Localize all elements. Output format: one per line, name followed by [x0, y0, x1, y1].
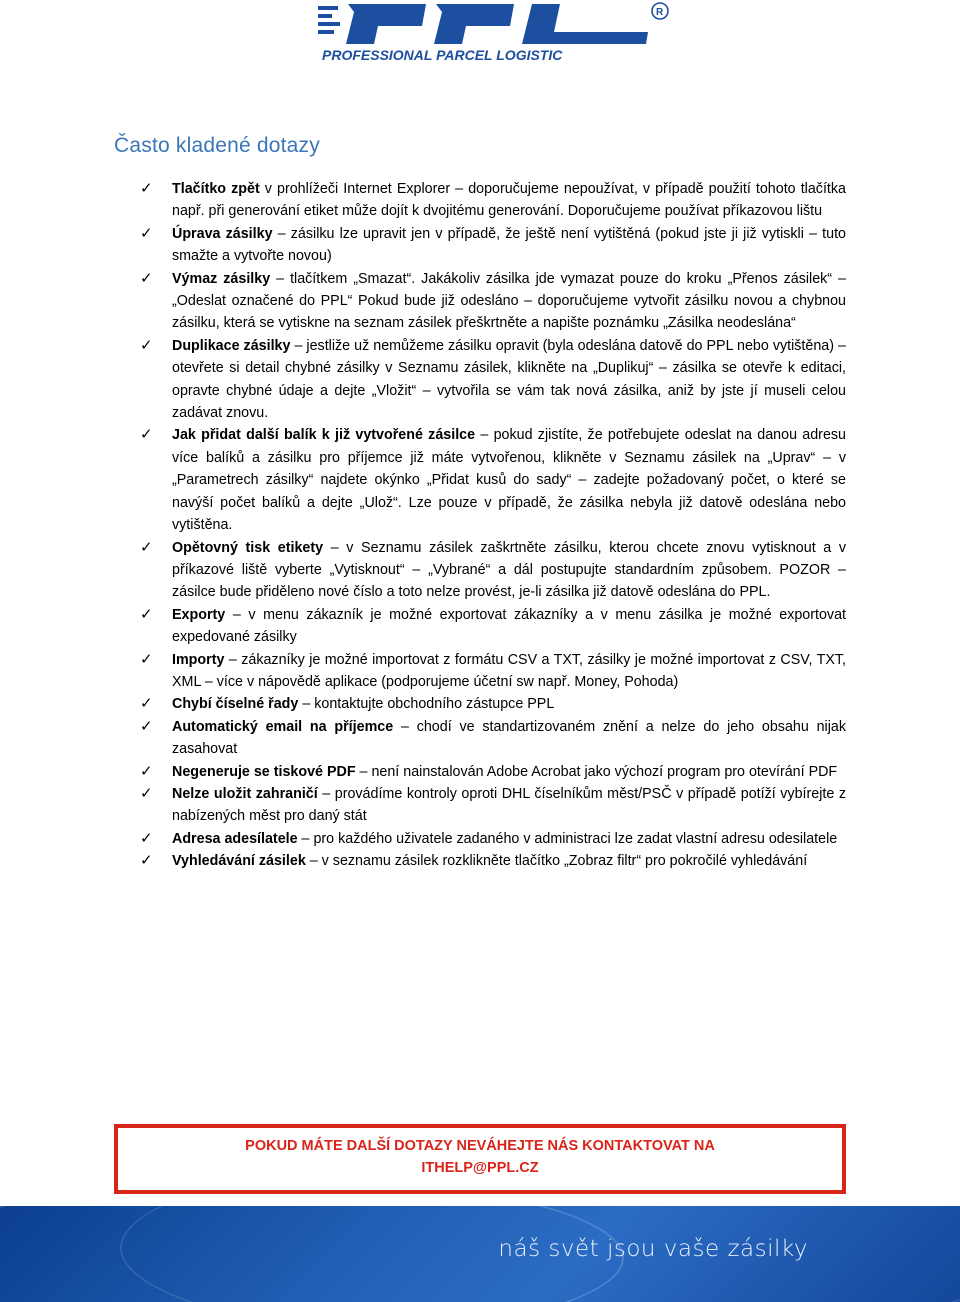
checkmark-icon: ✓: [140, 695, 153, 713]
faq-item-heading: Úprava zásilky: [172, 225, 273, 242]
checkmark-icon: ✓: [140, 717, 153, 735]
faq-item-heading: Automatický email na příjemce: [172, 718, 394, 735]
ppl-logo: [318, 0, 678, 64]
faq-item-text: – v Seznamu zásilek zaškrtněte zásilku, kterou chcete znovu vytisknout a v příkazové liště vyberte „Vytisknout“ – „Vybrané“ a dál postupujte standardním způsobem. POZOR – zásilce bude přiděleno nové číslo a toto nelze provést, je-li zásilka již datově odeslána do PPL.: [172, 539, 846, 601]
faq-item: [140, 537, 846, 604]
checkmark-icon: ✓: [140, 605, 153, 623]
checkmark-icon: ✓: [140, 829, 153, 847]
footer-banner: [0, 1206, 960, 1302]
checkmark-icon: ✓: [140, 650, 153, 668]
faq-item-text: – tlačítkem „Smazat“. Jakákoliv zásilka jde vymazat pouze do kroku „Přenos zásilek“ – „Odeslat označené do PPL“ Pokud bude již odesláno – doporučujeme vytvořit zásilku novou a chybnou zásilku, která se vytiskne na seznam zásilek přeškrtněte a napište poznámku „Zásilka neodeslána“: [172, 270, 846, 332]
faq-item-heading: Jak přidat další balík k již vytvořené zásilce: [172, 427, 476, 444]
checkmark-icon: ✓: [140, 426, 153, 444]
faq-item-heading: Negeneruje se tiskové PDF: [172, 763, 356, 780]
faq-item: [140, 761, 846, 783]
faq-item-heading: Exporty: [172, 606, 226, 623]
contact-box: [114, 1124, 846, 1194]
faq-item-text: – zákazníky je možné importovat z formátu CSV a TXT, zásilky je možné importovat z CSV, TXT, XML – více v nápovědě aplikace (podporujeme účetní sw např. Money, Pohoda): [172, 651, 846, 690]
faq-item-text: – v seznamu zásilek rozklikněte tlačítko „Zobraz filtr“ pro pokročilé vyhledávání: [305, 853, 808, 870]
checkmark-icon: ✓: [140, 784, 153, 802]
faq-item-heading: Importy: [172, 651, 225, 668]
faq-item: [140, 178, 846, 223]
checkmark-icon: ✓: [140, 269, 153, 287]
faq-item-text: – zásilku lze upravit jen v případě, že ještě není vytištěná (pokud jste ji již vytiskli – tuto smažte a vytvořte novou): [172, 225, 846, 265]
faq-list: [140, 178, 846, 873]
faq-item-text: – v menu zákazník je možné exportovat zákazníky a v menu zásilka je možné exportovat expedované zásilky: [172, 606, 846, 646]
contact-text: POKUD MÁTE DALŠÍ DOTAZY NEVÁHEJTE NÁS KONTAKTOVAT NA: [245, 1138, 715, 1154]
checkmark-icon: ✓: [140, 336, 153, 354]
faq-item-heading: Nelze uložit zahraničí: [172, 785, 318, 802]
faq-item-text: v prohlížeči Internet Explorer – doporučujeme nepoužívat, v případě použití tohoto tlačítka např. při generování etiket může dojít k dvojitému generování. Doporučujeme používat příkazovou lištu: [172, 181, 847, 220]
checkmark-icon: ✓: [140, 762, 153, 780]
logo-subtitle: PROFESSIONAL PARCEL LOGISTIC: [322, 47, 563, 63]
checkmark-icon: ✓: [140, 852, 153, 870]
faq-item-heading: Opětovný tisk etikety: [172, 539, 324, 556]
faq-item: [140, 223, 846, 268]
faq-item: [140, 604, 846, 649]
faq-item: [140, 783, 846, 828]
faq-item: [140, 268, 846, 335]
ppl-logo-graphic: [318, 0, 678, 64]
faq-item-heading: Duplikace zásilky: [172, 337, 291, 354]
faq-item-text: – jestliže už nemůžeme zásilku opravit (byla odeslána datově do PPL nebo vytištěna) – otevřete si detail chybné zásilky v Seznamu zásilek, klikněte na „Duplikuj“ – zásilka se otevře k editaci, opravte chybné údaje a dejte „Vložit“ – vytvořila se vám tak nová zásilka, aniž by jste jí museli celou zadávat znovu.: [172, 337, 846, 422]
faq-item-heading: Tlačítko zpět: [172, 181, 260, 197]
faq-item: [140, 828, 846, 850]
footer-slogan: náš svět jsou vaše zásilky: [498, 1236, 808, 1262]
faq-item: [140, 693, 846, 715]
faq-item-text: – pokud zjistíte, že potřebujete odeslat na danou adresu více balíků a zásilku pro příjemce již máte vytvořenou, klikněte v Seznamu zásilek na „Uprav“ – v „Parametrech zásilky“ najdete okýnko „Přidat kusů do sady“ – zadejte požadovaný počet, o které se navýší počet balíků a dejte „Ulož“. Lze pouze v případě, že zásilka nebyla již datově odeslána nebo vytištěna.: [172, 427, 846, 534]
page-title: Často kladené dotazy: [114, 134, 320, 157]
faq-item: [140, 424, 846, 536]
faq-item-text: – chodí ve standartizovaném znění a nelze do jeho obsahu nijak zasahovat: [172, 718, 846, 758]
checkmark-icon: ✓: [140, 180, 153, 197]
checkmark-icon: ✓: [140, 224, 153, 242]
faq-item-heading: Adresa adesílatele: [172, 830, 298, 847]
faq-item-heading: Chybí číselné řady: [172, 696, 299, 713]
faq-item: [140, 850, 846, 872]
faq-item-heading: Vyhledávání zásilek: [172, 853, 306, 870]
contact-email-link[interactable]: ITHELP@PPL.CZ: [421, 1160, 539, 1176]
faq-item-text: – kontaktujte obchodního zástupce PPL: [298, 696, 555, 713]
faq-item: [140, 716, 846, 761]
faq-item-text: – pro každého uživatele zadaného v administraci lze zadat vlastní adresu odesilatele: [297, 830, 838, 847]
faq-item-text: – není nainstalován Adobe Acrobat jako výchozí program pro otevírání PDF: [355, 763, 838, 780]
faq-item-text: – provádíme kontroly oproti DHL číselníkům měst/PSČ v případě potíží vybírejte z nabízených měst pro daný stát: [172, 785, 846, 825]
faq-item: [140, 649, 846, 694]
checkmark-icon: ✓: [140, 538, 153, 556]
faq-item-heading: Výmaz zásilky: [172, 270, 271, 287]
registered-mark-letter: R: [656, 7, 664, 18]
faq-item: [140, 335, 846, 425]
